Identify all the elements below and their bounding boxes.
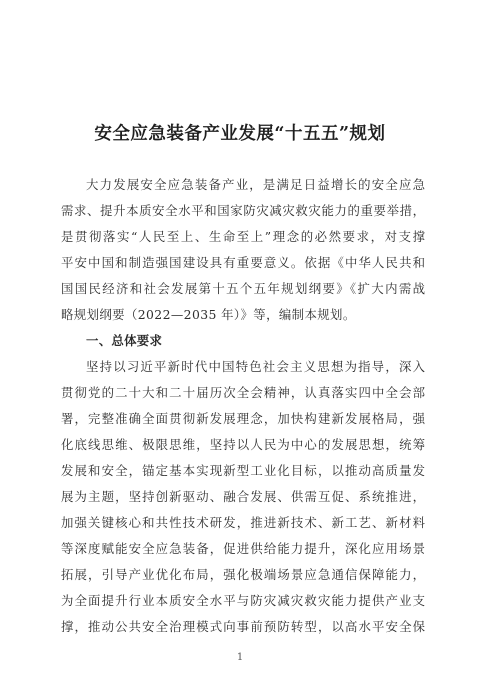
paragraph-line: 署，完整准确全面贯彻新发展理念，加快构建新发展格局，强 — [61, 411, 425, 426]
paragraph-line: 等深度赋能安全应急装备，促进供给能力提升，深化应用场景 — [61, 541, 425, 556]
paragraph-line: 化底线思维、极限思维，坚持以人民为中心的发展思想，统筹 — [61, 437, 425, 452]
paragraph-line: 大力发展安全应急装备产业，是满足日益增长的安全应急 — [86, 177, 425, 192]
paragraph-line: 为全面提升行业本质安全水平与防灾减灾救灾能力提供产业支 — [61, 593, 425, 608]
paragraph-line: 是贯彻落实“人民至上、生命至上”理念的必然要求，对支撑 — [61, 229, 425, 244]
paragraph-line: 拓展，引导产业优化布局，强化极端场景应急通信保障能力， — [61, 567, 425, 582]
section-heading: 一、总体要求 — [86, 333, 163, 348]
paragraph-line: 贯彻党的二十大和二十届历次全会精神，认真落实四中全会部 — [61, 385, 425, 400]
page-number: 1 — [236, 652, 244, 663]
paragraph-line: 坚持以习近平新时代中国特色社会主义思想为指导，深入 — [86, 359, 425, 374]
paragraph-line: 需求、提升本质安全水平和国家防灾减灾救灾能力的重要举措， — [61, 203, 425, 218]
paragraph-line: 平安中国和制造强国建设具有重要意义。依据《中华人民共和 — [61, 255, 425, 270]
paragraph-line: 略规划纲要（2022—2035 年）》等，编制本规划。 — [61, 307, 356, 322]
paragraph-line: 加强关键核心和共性技术研发，推进新技术、新工艺、新材料 — [61, 515, 425, 530]
paragraph-line: 撑，推动公共安全治理模式向事前预防转型，以高水平安全保 — [61, 619, 425, 634]
paragraph-line: 展为主题，坚持创新驱动、融合发展、供需互促、系统推进， — [61, 489, 425, 504]
document-title: 安全应急装备产业发展“十五五”规划 — [94, 124, 386, 144]
paragraph-line: 发展和安全，锚定基本实现新型工业化目标，以推动高质量发 — [61, 463, 425, 478]
paragraph-line: 国国民经济和社会发展第十五个五年规划纲要》《扩大内需战 — [61, 281, 425, 296]
